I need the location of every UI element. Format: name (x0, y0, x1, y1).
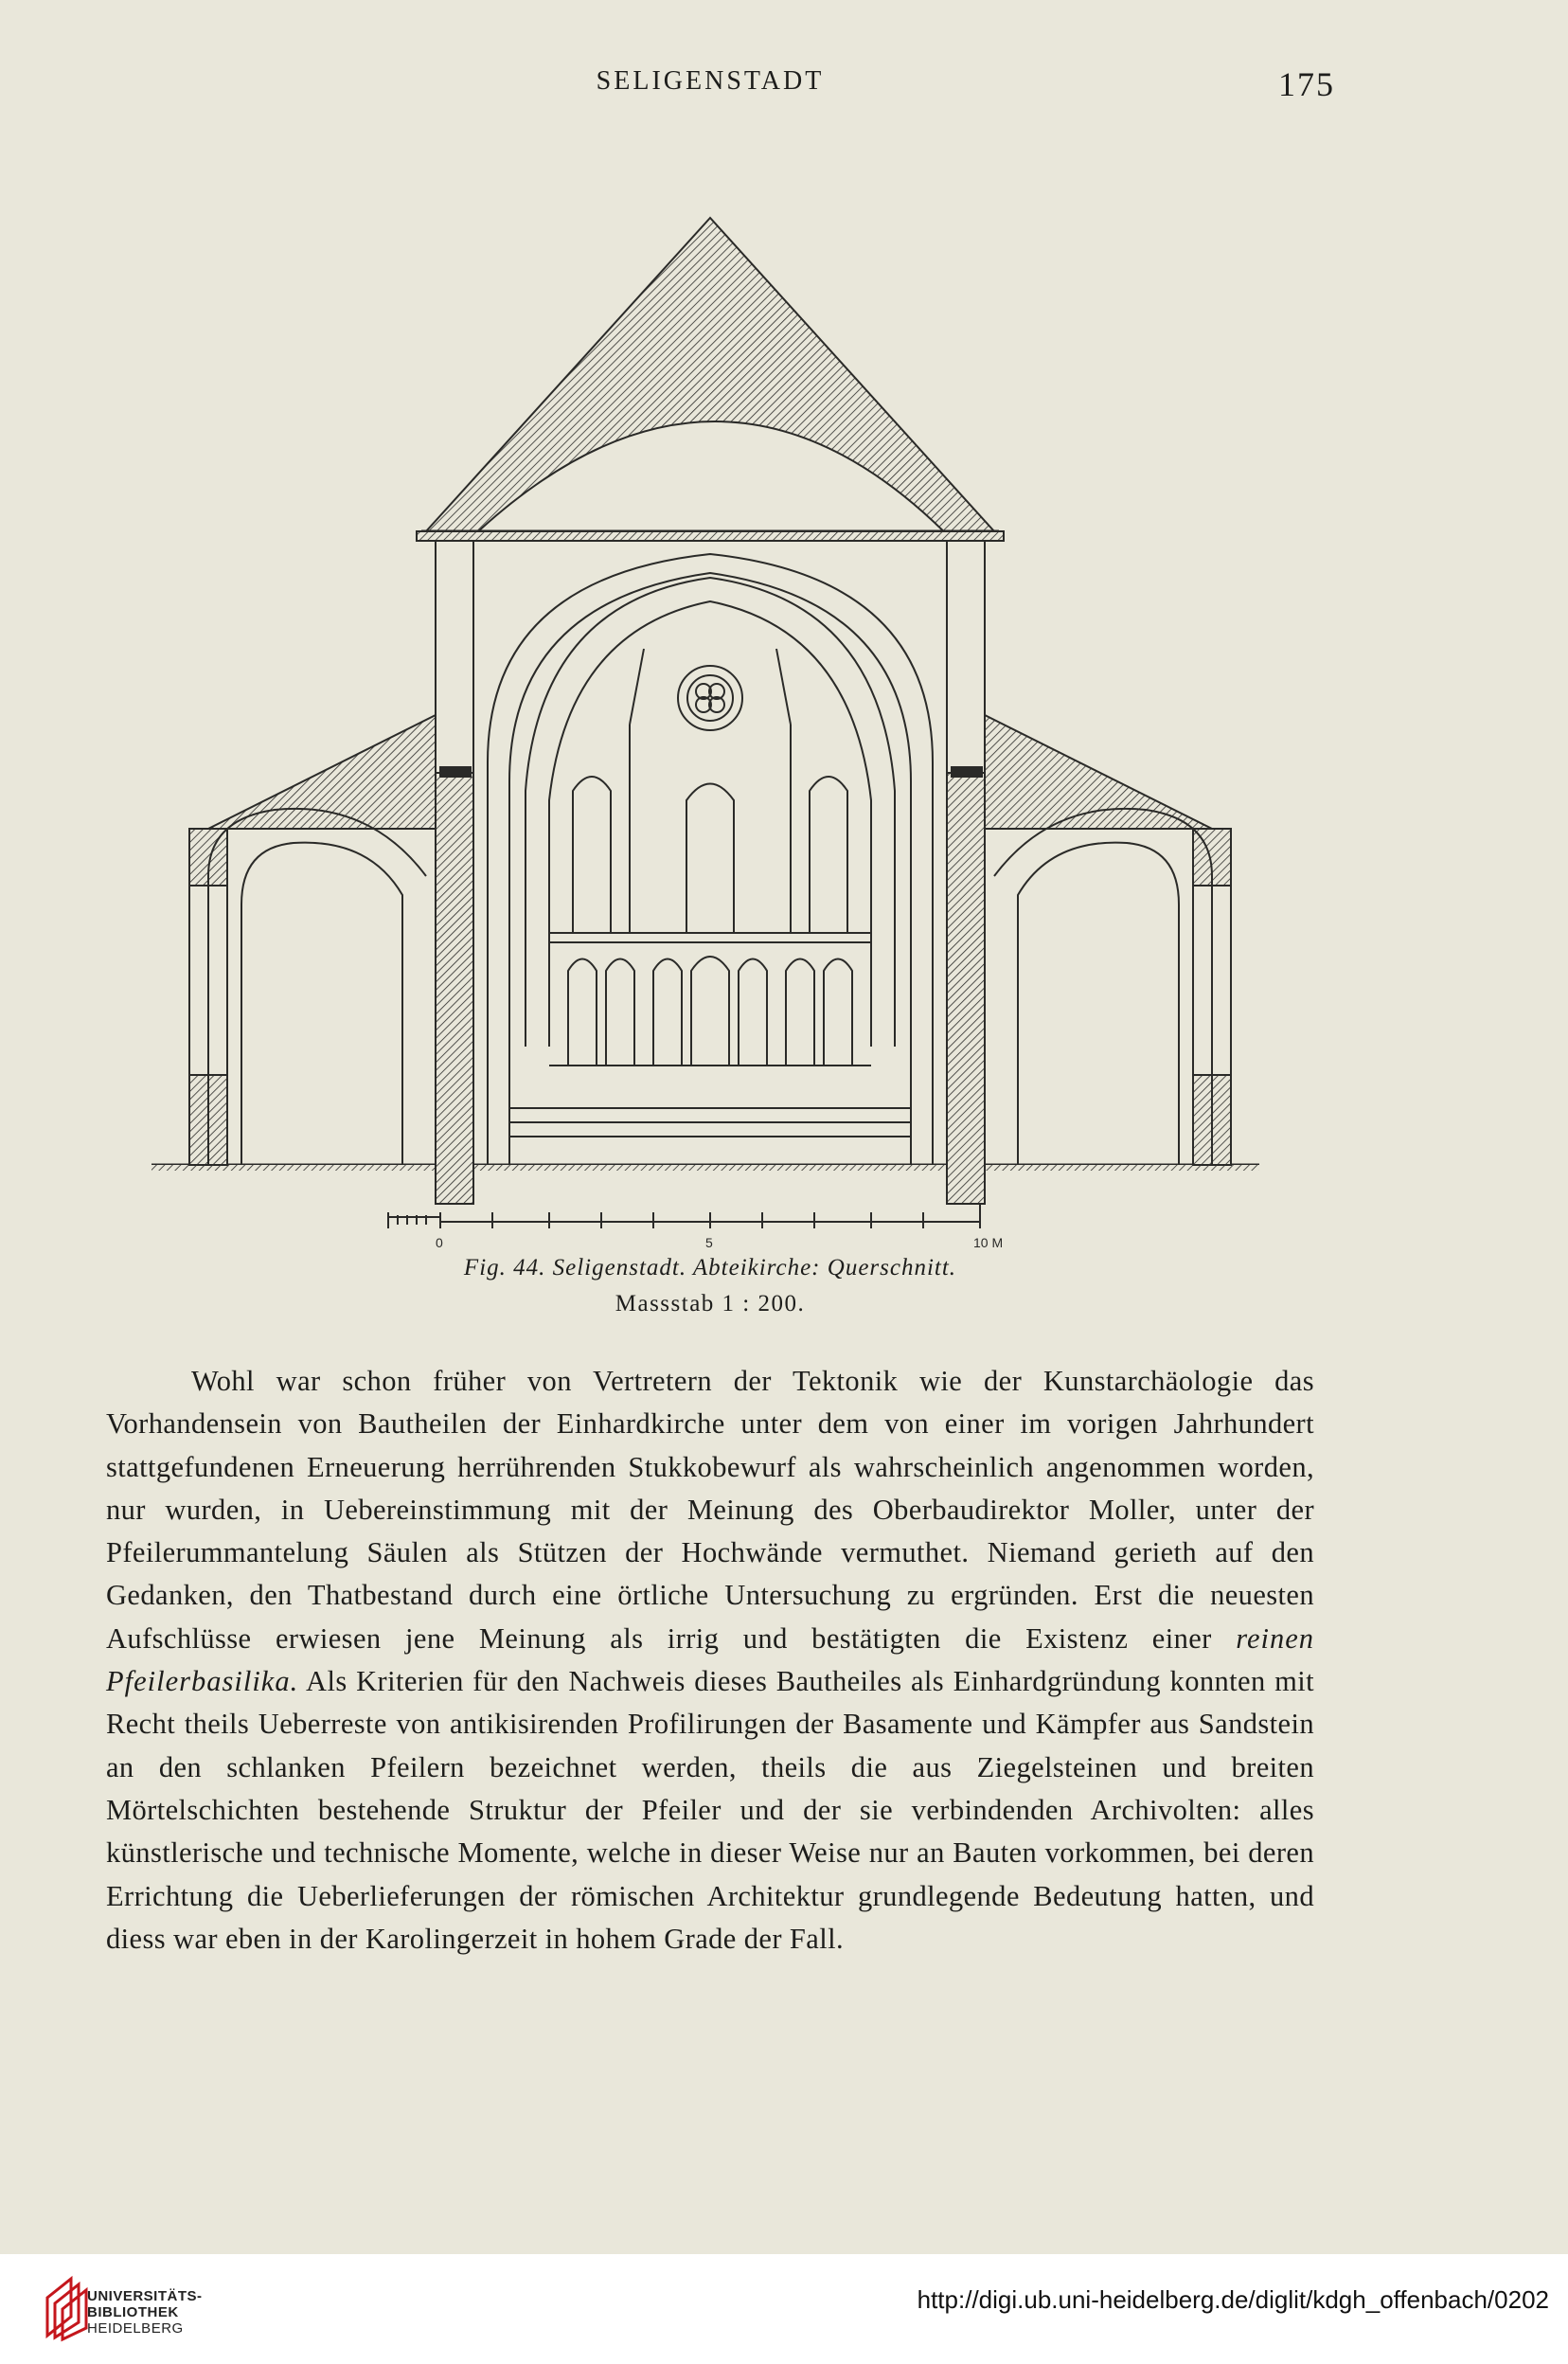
page-number: 175 (1278, 65, 1335, 103)
scale-label-5: 5 (705, 1235, 713, 1250)
scale-label-0: 0 (436, 1235, 443, 1250)
body-text-part2: Als Kriterien für den Nachweis dieses Bautheiles als Einhardgründung konnten mit Recht theils Ueberreste von antikisirenden Profilirungen der Basamente und Kämpfer aus Sandstein an den schlanken Pfeilern bezeichnet werden, theils die aus Ziegelsteinen und breiten Mörtelschichten bestehende Struktur der Pfeiler und der sie verbindenden Archivolten: alles künstlerische und technische Momente, welche in dieser Weise nur an Bauten vorkommen, bei deren Errichtung die Ueberlieferungen der römischen Architektur grundlegende Bedeutung hatten, und diess war eben in der Karolingerzeit in hohem Grade der Fall. (106, 1665, 1314, 1955)
library-name (87, 2288, 203, 2337)
caption-scale: Massstab 1 : 200. (615, 1291, 806, 1316)
library-name-line1: UNIVERSITÄTS- (87, 2288, 203, 2304)
cross-section-figure (151, 213, 1269, 1255)
library-footer (0, 2254, 1568, 2364)
emphasized-term: reinen Pfeilerbasilika. (106, 1621, 1314, 1698)
running-title: SELIGENSTADT (596, 66, 825, 96)
church-cross-section-drawing (151, 213, 1269, 1255)
body-paragraph (106, 1360, 1314, 1961)
scale-label-10: 10 M (973, 1235, 1004, 1250)
figure-caption (284, 1250, 1136, 1322)
body-text-part1: Wohl war schon früher von Vertretern der Tektonik wie der Kunstarchäologie das Vorhandensein von Bautheilen der Einhardkirche unter dem von einer im vorigen Jahrhundert stattgefundenen Erneuerung herrührenden Stukkobewurf als wahrscheinlich angenommen worden, nur wurden, in Uebereinstimmung mit der Meinung des Oberbaudirektor Moller, unter der Pfeilerummantelung Säulen als Stützen der Hochwände vermuthet. Niemand gerieth auf den Gedanken, den Thatbestand durch eine örtliche Untersuchung zu ergründen. Erst die neuesten Aufschlüsse erwiesen jene Meinung als irrig und bestätigten die Existenz einer (106, 1365, 1314, 1655)
library-name-line2: BIBLIOTHEK (87, 2304, 179, 2320)
library-logo-icon (38, 2269, 95, 2343)
caption-title: Fig. 44. Seligenstadt. Abteikirche: Querschnitt. (463, 1255, 957, 1280)
library-name-line3: HEIDELBERG (87, 2320, 184, 2337)
document-url-link[interactable]: http://digi.ub.uni-heidelberg.de/diglit/kdgh_offenbach/0202 (917, 2285, 1549, 2314)
